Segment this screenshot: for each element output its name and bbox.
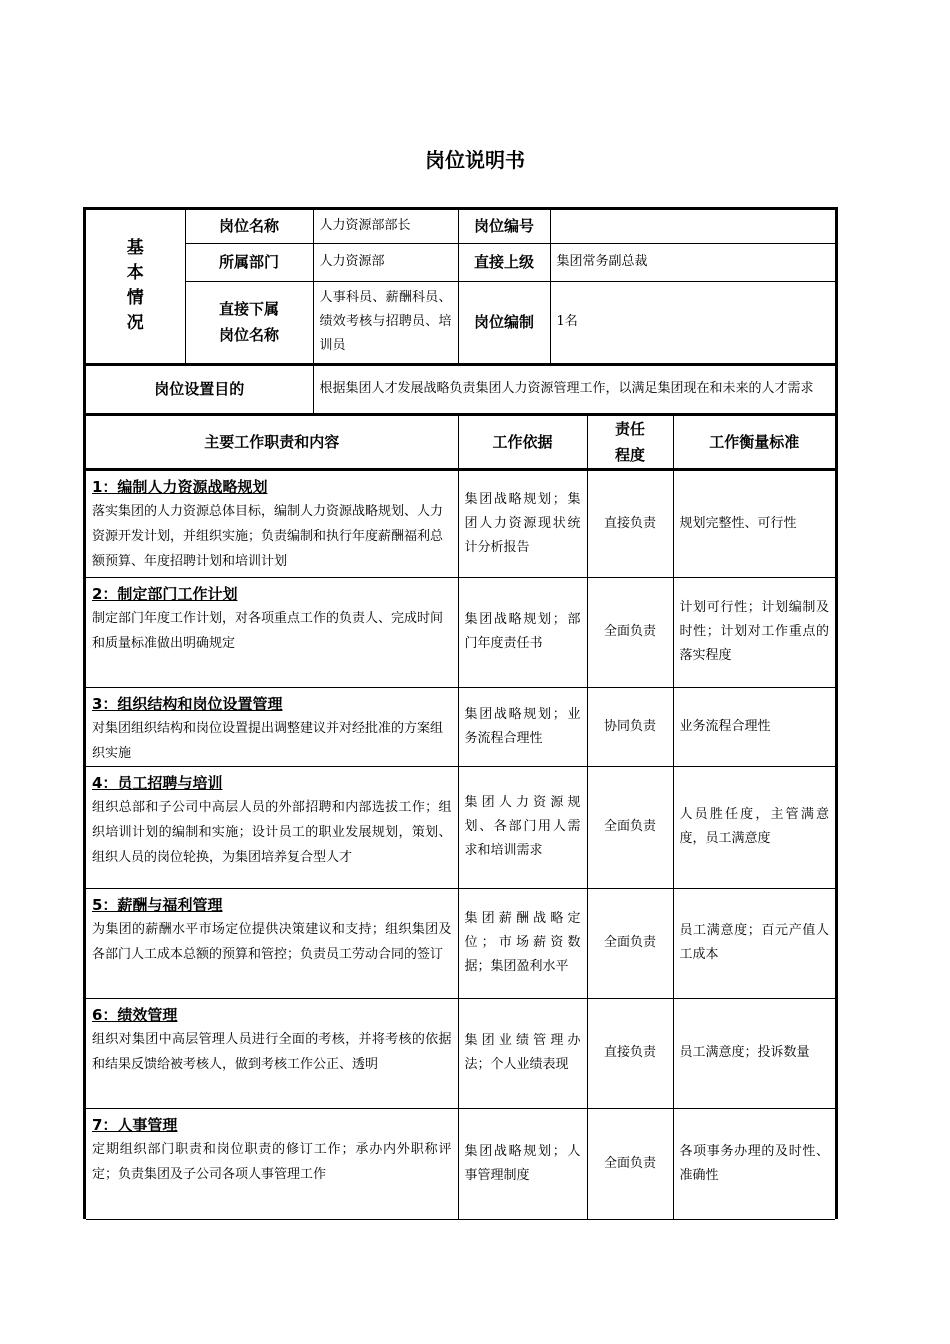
duty-content (86, 766, 458, 888)
duty-description: 定期组织部门职责和岗位职责的修订工作；承办内外职称评定；负责集团及子公司各项人事管理工作 (92, 1141, 452, 1182)
duty-row (86, 998, 835, 1108)
duty-responsibility: 全面负责 (587, 888, 673, 998)
department-value: 人力资源部 (313, 243, 458, 281)
basic-info-label (86, 210, 185, 364)
duty-basis: 集团人力资源规划、各部门用人需求和培训需求 (458, 766, 587, 888)
duty-basis: 集团战略规划；部门年度责任书 (458, 577, 587, 687)
duty-content (86, 1108, 458, 1219)
duty-description: 为集团的薪酬水平市场定位提供决策建议和支持；组织集团及各部门人工成本总额的预算和管控；负责员工劳动合同的签订 (92, 921, 452, 962)
duty-description: 组织总部和子公司中高层人员的外部招聘和内部选拔工作；组织培训计划的编制和实施；设计员工的职业发展规划，策划、组织人员的岗位轮换，为集团培养复合型人才 (92, 799, 452, 865)
duties-header-content: 主要工作职责和内容 (86, 414, 458, 469)
duty-content (86, 577, 458, 687)
department-label: 所属部门 (185, 243, 313, 281)
duty-responsibility: 直接负责 (587, 469, 673, 577)
duty-content (86, 687, 458, 766)
duty-row (86, 888, 835, 998)
duty-basis: 集团薪酬战略定位；市场薪资数据；集团盈利水平 (458, 888, 587, 998)
duty-standard: 计划可行性；计划编制及时性；计划对工作重点的落实程度 (673, 577, 835, 687)
duty-content (86, 888, 458, 998)
duty-description: 对集团组织结构和岗位设置提出调整建议并对经批准的方案组织实施 (92, 720, 444, 761)
page-title: 岗位说明书 (425, 148, 525, 172)
duty-row (86, 766, 835, 888)
responsibility-header-line: 程度 (614, 445, 645, 464)
headcount-label: 岗位编制 (458, 281, 550, 364)
basic-label-char: 情 (126, 288, 144, 309)
duty-title: 3：组织结构和岗位设置管理 (92, 694, 283, 713)
superior-value: 集团常务副总裁 (550, 243, 835, 281)
duties-header-standard: 工作衡量标准 (673, 414, 835, 469)
duty-title: 2：制定部门工作计划 (92, 584, 238, 603)
basic-label-char: 况 (126, 313, 144, 334)
duty-row (86, 577, 835, 687)
duty-responsibility: 协同负责 (587, 687, 673, 766)
duty-basis: 集团战略规划；集团人力资源现状统计分析报告 (458, 469, 587, 577)
duty-title: 1：编制人力资源战略规划 (92, 477, 268, 496)
basic-label-char: 本 (126, 263, 144, 284)
duty-title: 5：薪酬与福利管理 (92, 895, 223, 914)
duty-basis: 集团战略规划；人事管理制度 (458, 1108, 587, 1219)
duty-title: 6：绩效管理 (92, 1005, 178, 1024)
duty-description: 制定部门年度工作计划，对各项重点工作的负责人、完成时间和质量标准做出明确规定 (92, 610, 444, 651)
duty-basis: 集团业绩管理办法；个人业绩表现 (458, 998, 587, 1108)
duty-responsibility: 全面负责 (587, 577, 673, 687)
duty-standard: 规划完整性、可行性 (673, 469, 835, 577)
duty-title: 7：人事管理 (92, 1115, 178, 1134)
duty-responsibility: 直接负责 (587, 998, 673, 1108)
headcount-value: 1名 (550, 281, 835, 364)
subordinates-label (185, 281, 313, 364)
subordinates-value: 人事科员、薪酬科员、绩效考核与招聘员、培训员 (313, 281, 458, 364)
subordinates-label-line: 直接下属 (218, 300, 279, 318)
responsibility-header-line: 责任 (614, 419, 645, 438)
position-name-value: 人力资源部部长 (313, 210, 458, 243)
duty-content (86, 998, 458, 1108)
duty-responsibility: 全面负责 (587, 1108, 673, 1219)
duty-basis: 集团战略规划；业务流程合理性 (458, 687, 587, 766)
duty-standard: 员工满意度；百元产值人工成本 (673, 888, 835, 998)
duty-standard: 人员胜任度，主管满意度，员工满意度 (673, 766, 835, 888)
duties-header-responsibility (587, 414, 673, 469)
duty-standard: 业务流程合理性 (673, 687, 835, 766)
position-code-value (550, 210, 835, 243)
duty-row (86, 687, 835, 766)
duty-responsibility: 全面负责 (587, 766, 673, 888)
subordinates-label-line: 岗位名称 (218, 326, 279, 344)
duty-description: 组织对集团中高层管理人员进行全面的考核，并将考核的依据和结果反馈给被考核人，做到考核工作公正、透明 (92, 1031, 452, 1072)
duty-row (86, 1108, 835, 1219)
duties-header-basis: 工作依据 (458, 414, 587, 469)
duty-standard: 员工满意度；投诉数量 (673, 998, 835, 1108)
duty-description: 落实集团的人力资源总体目标，编制人力资源战略规划、人力资源开发计划，并组织实施；负责编制和执行年度薪酬福利总额预算、年度招聘计划和培训计划 (92, 503, 444, 569)
duty-content (86, 469, 458, 577)
duty-standard: 各项事务办理的及时性、准确性 (673, 1108, 835, 1219)
job-description-table (83, 207, 838, 1219)
purpose-label: 岗位设置目的 (86, 364, 313, 414)
position-name-label: 岗位名称 (185, 210, 313, 243)
superior-label: 直接上级 (458, 243, 550, 281)
basic-label-char: 基 (126, 238, 144, 259)
position-code-label: 岗位编号 (458, 210, 550, 243)
purpose-text: 根据集团人才发展战略负责集团人力资源管理工作，以满足集团现在和未来的人才需求 (313, 364, 835, 414)
duty-row (86, 469, 835, 577)
duty-title: 4：员工招聘与培训 (92, 773, 223, 792)
